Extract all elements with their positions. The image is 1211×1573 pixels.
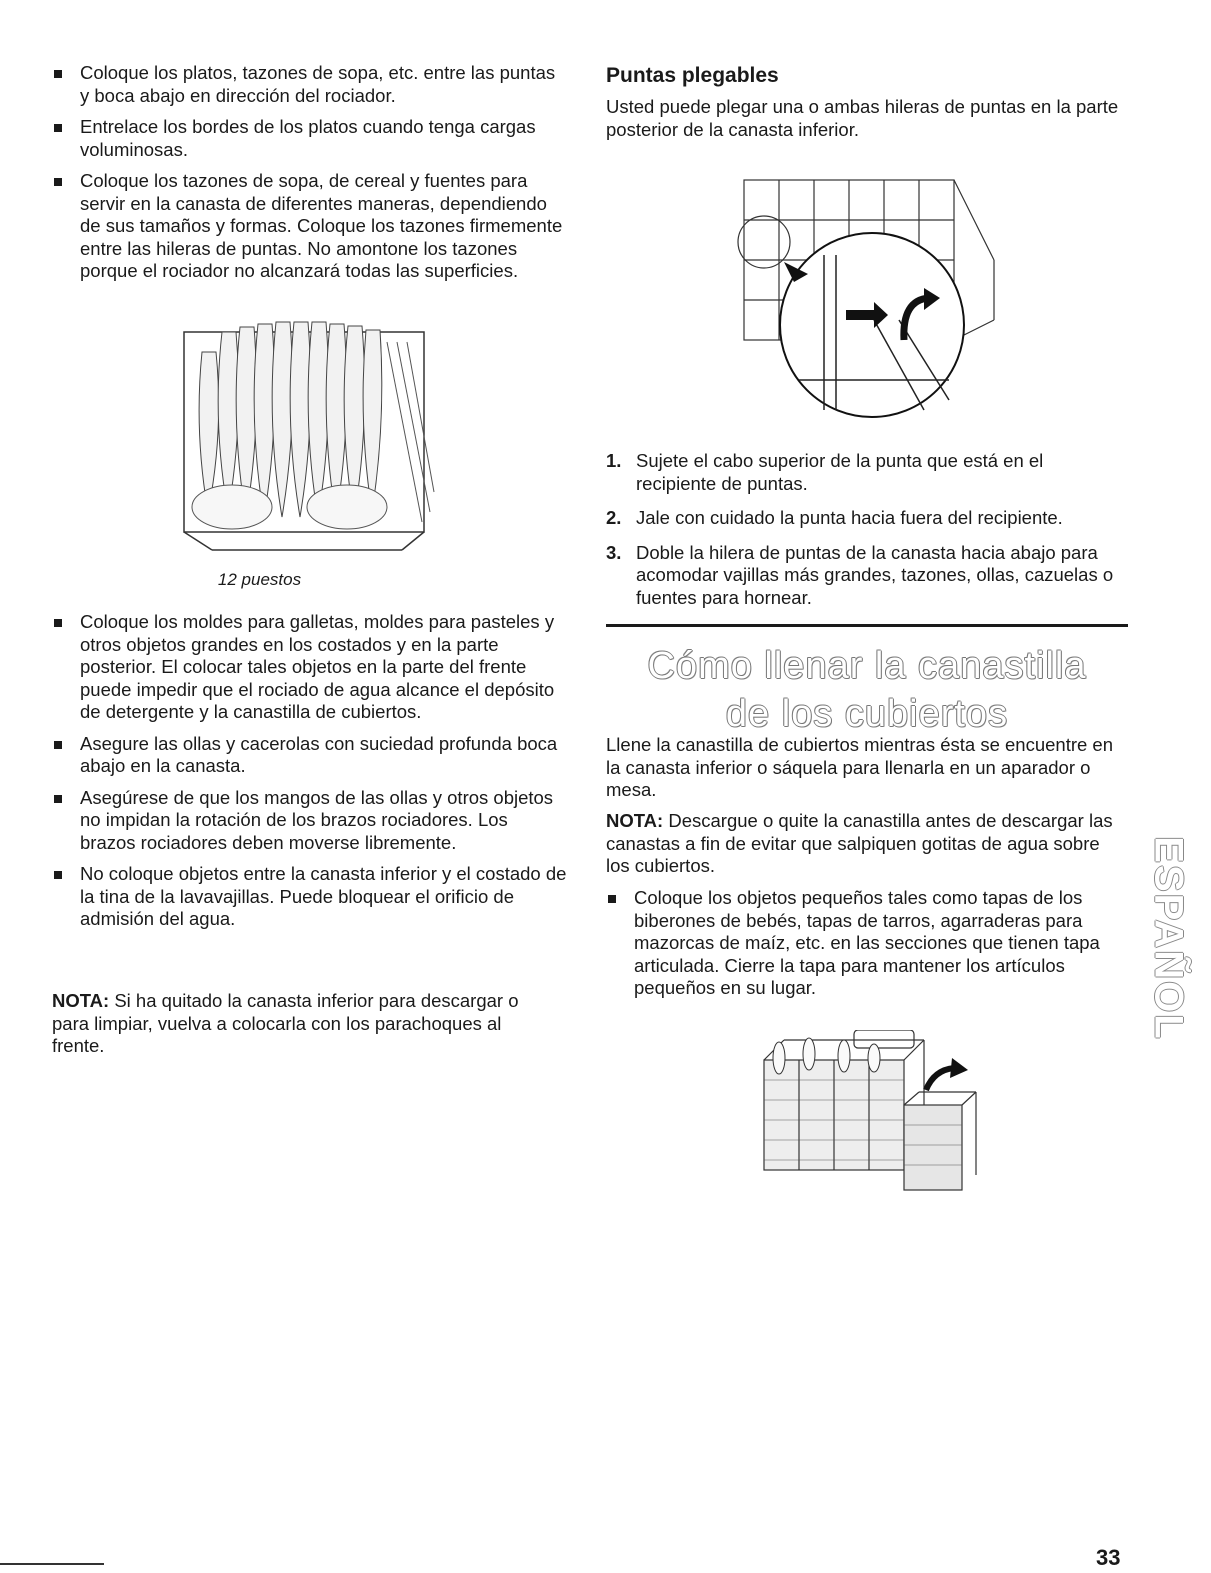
figure-caption: 12 puestos xyxy=(217,570,302,589)
list-item: No coloque objetos entre la canasta inferior y el costado de la tina de la lavavajillas. Puede bloquear el orificio de admisión del agua. xyxy=(52,863,567,931)
step-item: 2. Jale con cuidado la punta hacia fuera del recipiente. xyxy=(606,507,1063,528)
list-item: Coloque los objetos pequeños tales como tapas de los biberones de bebés, tapas de tarros, agarraderas para mazorcas de maíz, etc. en las secciones que tienen tapa articulada. Cierre la tapa para mantener los artículos pequeños en su lugar. xyxy=(606,887,1121,1000)
bullet-list-bottom xyxy=(52,611,567,940)
bullet-square-icon xyxy=(54,795,62,803)
section-title: Cómo llenar la canastilla de los cubiertos xyxy=(647,645,1087,735)
list-item: Entrelace los bordes de los platos cuando tenga cargas voluminosas. xyxy=(52,116,567,161)
list-item: Asegúrese de que los mangos de las ollas y otros objetos no impidan la rotación de los brazos rociadores. Los brazos rociadores deben moverse libremente. xyxy=(52,787,567,855)
section-divider xyxy=(606,624,1128,627)
section-heading-puntas: Puntas plegables xyxy=(606,64,779,87)
page-number: 33 xyxy=(1096,1545,1121,1570)
note-paragraph: NOTA: Descargue o quite la canastilla antes de descargar las canastas a fin de evitar que salpiquen gotitas de agua sobre los cubiertos. xyxy=(606,810,1113,876)
intro-paragraph: Usted puede plegar una o ambas hileras de puntas en la parte posterior de la canasta inferior. xyxy=(606,96,1119,140)
section-intro-paragraph: Llene la canastilla de cubiertos mientras ésta se encuentre en la canasta inferior o sáquela para llenarla en un aparador o mesa. xyxy=(606,734,1113,800)
step-item: 1. Sujete el cabo superior de la punta que está en el recipiente de puntas. xyxy=(606,450,1044,494)
bullet-list-right xyxy=(606,887,1121,1009)
bullet-square-icon xyxy=(54,871,62,879)
folding-tines-illustration xyxy=(724,170,1004,440)
bullet-square-icon xyxy=(54,124,62,132)
list-item: Coloque los tazones de sopa, de cereal y fuentes para servir en la canasta de diferentes maneras, dependiendo de sus tamaños y formas. Coloque los tazones firmemente entre las hileras de puntas. No amontone los tazones porque el rociador no alcanzará todas las superficies. xyxy=(52,170,567,283)
language-side-tab: ESPAÑOL xyxy=(1146,835,1191,1041)
silverware-basket-illustration xyxy=(754,1030,984,1200)
bullet-list-top xyxy=(52,62,567,292)
bullet-square-icon xyxy=(608,895,616,903)
dish-rack-illustration xyxy=(172,312,440,557)
note-label: NOTA: xyxy=(52,990,110,1011)
list-item: Coloque los platos, tazones de sopa, etc. entre las puntas y boca abajo en dirección del rociador. xyxy=(52,62,567,107)
steps-list xyxy=(606,450,1121,621)
note-label: NOTA: xyxy=(606,810,664,831)
bullet-square-icon xyxy=(54,178,62,186)
bullet-square-icon xyxy=(54,619,62,627)
list-item: Asegure las ollas y cacerolas con suciedad profunda boca abajo en la canasta. xyxy=(52,733,567,778)
bullet-square-icon xyxy=(54,70,62,78)
step-item: 3. Doble la hilera de puntas de la canasta hacia abajo para acomodar vajillas más grandes, tazones, ollas, cazuelas o fuentes para hornear. xyxy=(606,541,1114,608)
bullet-square-icon xyxy=(54,741,62,749)
footer-line xyxy=(0,1563,104,1565)
note-paragraph: NOTA: Si ha quitado la canasta inferior para descargar o para limpiar, vuelva a colocarla con los parachoques al frente. xyxy=(52,990,519,1056)
list-item: Coloque los moldes para galletas, moldes para pasteles y otros objetos grandes en los costados y en la parte posterior. El colocar tales objetos en la parte del frente puede impedir que el rociado de agua alcance el depósito de detergente y la canastilla de cubiertos. xyxy=(52,611,567,724)
